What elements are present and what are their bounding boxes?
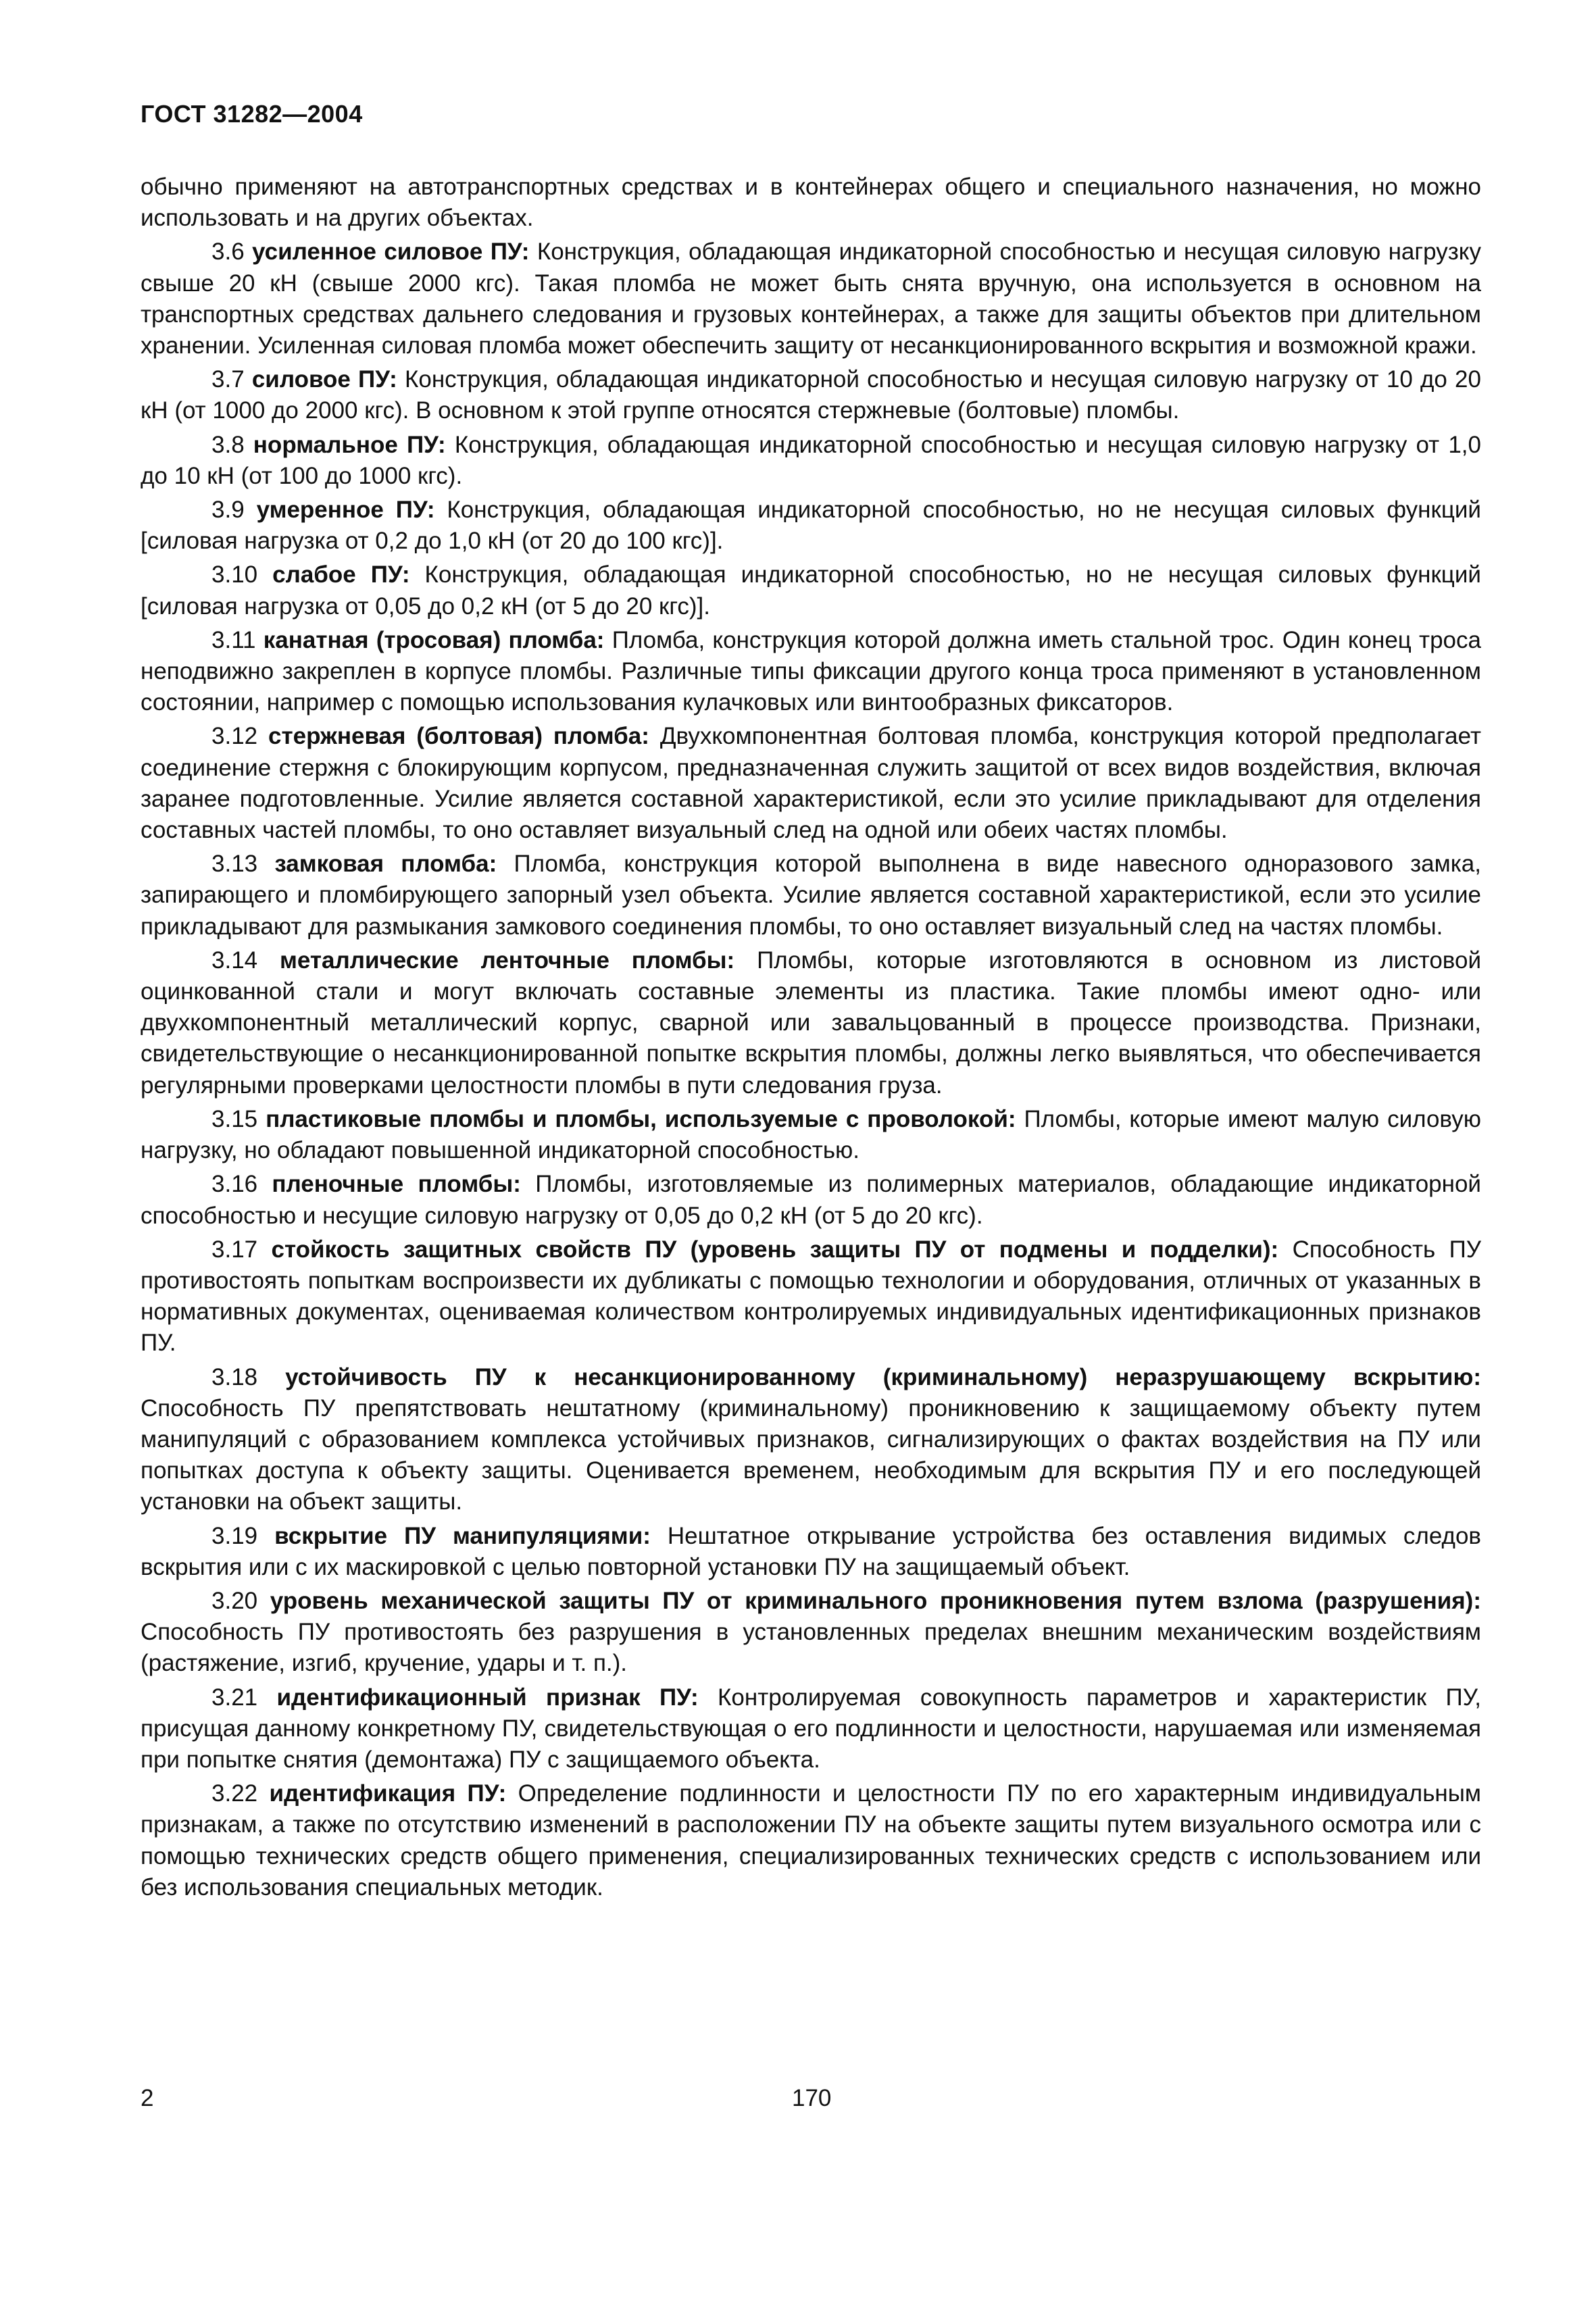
clause-number: 3.22	[211, 1780, 258, 1807]
term: нормальное ПУ:	[253, 431, 446, 458]
paragraph-3-16	[141, 1169, 1481, 1231]
paragraph-3-6	[141, 236, 1481, 361]
definition: Способность ПУ препятствовать нештатному (криминальному) проникновению к защищаемому объекту путем манипуляций с образованием комплекса устойчивых признаков, сигнализирующих о фактах воздействия на ПУ или попытках доступа к объекту защиты. Оценивается временем, необходимым для вскрытия ПУ и его последующей установки на объект защиты.	[141, 1394, 1481, 1515]
paragraph-3-17	[141, 1234, 1481, 1359]
clause-number: 3.10	[211, 561, 258, 588]
paragraph-3-20	[141, 1586, 1481, 1680]
term: силовое ПУ:	[251, 366, 397, 393]
paragraph-3-9	[141, 495, 1481, 557]
paragraph-3-19	[141, 1521, 1481, 1583]
paragraph-3-14	[141, 945, 1481, 1101]
term: пластиковые пломбы и пломбы, используемые с проволокой:	[266, 1105, 1016, 1132]
definition: Конструкция, обладающая индикаторной способностью и несущая силовую нагрузку свыше 20 кН (свыше 2000 кгс). Такая пломба не может быть снята вручную, она используется в основном на транспортных средствах дальнего следования и грузовых контейнерах, а также для защиты объектов при длительном хранении. Усиленная силовая пломба может обеспечить защиту от несанкционированного вскрытия и возможной кражи.	[141, 238, 1481, 359]
paragraph	[141, 172, 1481, 234]
definition: Конструкция, обладающая индикаторной способностью, но не несущая силовых функций [силовая нагрузка от 0,2 до 1,0 кН (от 20 до 100 кгс)].	[141, 497, 1481, 555]
term: усиленное силовое ПУ:	[252, 238, 530, 266]
definition: Двухкомпонентная болтовая пломба, конструкция которой предполагает соединение стержня с блокирующим корпусом, предназначенная служить защитой от всех видов воздействия, включая заранее подготовленные. Усилие является составной характеристикой, если это усилие прикладывают для отделения составных частей пломбы, то оно оставляет визуальный след на одной или обеих частях пломбы.	[141, 723, 1481, 844]
document-header: ГОСТ 31282—2004	[141, 100, 363, 128]
clause-number: 3.21	[211, 1684, 258, 1711]
clause-number: 3.16	[211, 1171, 258, 1198]
definition: Конструкция, обладающая индикаторной способностью, но не несущая силовых функций [силовая нагрузка от 0,05 до 0,2 кН (от 5 до 20 кгс)].	[141, 561, 1481, 620]
definition: Конструкция, обладающая индикаторной способностью и несущая силовую нагрузку от 10 до 20 кН (от 1000 до 2000 кгс). В основном к этой группе относятся стержневые (болтовые) пломбы.	[141, 366, 1481, 424]
definition: Пломбы, изготовляемые из полимерных материалов, обладающие индикаторной способностью и несущие силовую нагрузку от 0,05 до 0,2 кН (от 5 до 20 кгс).	[141, 1171, 1481, 1229]
term: пленочные пломбы:	[272, 1171, 521, 1198]
term: стойкость защитных свойств ПУ (уровень защиты ПУ от подмены и подделки):	[271, 1236, 1279, 1263]
paragraph-3-11	[141, 625, 1481, 719]
term: металлические ленточные пломбы:	[279, 947, 735, 974]
paragraph-3-22	[141, 1778, 1481, 1903]
term: идентификация ПУ:	[269, 1780, 507, 1807]
paragraph-3-21	[141, 1682, 1481, 1776]
term: слабое ПУ:	[272, 561, 410, 588]
paragraph-3-7	[141, 364, 1481, 426]
clause-number: 3.20	[211, 1587, 258, 1614]
clause-number: 3.12	[211, 723, 258, 750]
term: замковая пломба:	[274, 851, 497, 878]
paragraph-3-13	[141, 849, 1481, 942]
clause-number: 3.18	[211, 1363, 258, 1390]
definition: Пломба, конструкция которой выполнена в виде навесного одноразового замка, запирающего и пломбирующего запорный узел объекта. Усилие является составной характеристикой, если это усилие прикладывают для размыкания замкового соединения пломбы, то оно оставляет визуальный след на частях пломбы.	[141, 851, 1481, 940]
clause-number: 3.7	[211, 366, 245, 393]
definition: Нештатное открывание устройства без оставления видимых следов вскрытия или с их маскировкой с целью повторной установки ПУ на защищаемый объект.	[141, 1522, 1482, 1580]
clause-number: 3.8	[211, 431, 245, 458]
term: умеренное ПУ:	[256, 497, 435, 524]
term: идентификационный признак ПУ:	[276, 1684, 699, 1711]
clause-number: 3.9	[211, 497, 245, 524]
paragraph-text: обычно применяют на автотранспортных средствах и в контейнерах общего и специального назначения, но можно использовать и на других объектах.	[141, 174, 1481, 232]
term: стержневая (болтовая) пломба:	[268, 723, 649, 750]
clause-number: 3.17	[211, 1236, 258, 1263]
clause-number: 3.15	[211, 1105, 258, 1132]
definition: Определение подлинности и целостности ПУ по его характерным индивидуальным признакам, а также по отсутствию изменений в расположении ПУ на объекте защиты путем визуального осмотра или с помощью технических средств общего применения, специализированных технических средств с использованием или без использования специальных методик.	[141, 1780, 1481, 1901]
paragraph-3-8	[141, 430, 1481, 492]
clause-number: 3.14	[211, 947, 258, 974]
clause-number: 3.6	[211, 238, 245, 266]
page-number: 2	[141, 2085, 154, 2111]
term: устойчивость ПУ к несанкционированному (криминальному) неразрушающему вскрытию:	[285, 1363, 1481, 1390]
definition: Способность ПУ противостоять без разрушения в установленных пределах внешним механическим воздействиям (растяжение, изгиб, кручение, удары и т. п.).	[141, 1619, 1481, 1677]
term: канатная (тросовая) пломба:	[263, 626, 605, 653]
definition: Пломбы, которые изготовляются в основном из листовой оцинкованной стали и могут включать составные элементы из пластика. Такие пломбы имеют одно- или двухкомпонентный металлический корпус, сварной или завальцованный в процессе производства. Признаки, свидетельствующие о несанкционированной попытке вскрытия пломбы, должны легко выявляться, что обеспечивается регулярными проверками целостности пломбы в пути следования груза.	[141, 947, 1482, 1099]
paragraph-3-10	[141, 559, 1481, 622]
clause-number: 3.11	[211, 626, 256, 653]
definition: Пломба, конструкция которой должна иметь стальной трос. Один конец троса неподвижно закреплен в корпусе пломбы. Различные типы фиксации другого конца троса применяют в установленном состоянии, например с помощью использования кулачковых или винтообразных фиксаторов.	[141, 626, 1481, 716]
paragraph-3-15	[141, 1104, 1481, 1166]
paragraph-3-12	[141, 721, 1481, 846]
term: уровень механической защиты ПУ от криминального проникновения путем взлома (разрушения):	[270, 1587, 1481, 1614]
definition: Конструкция, обладающая индикаторной способностью и несущая силовую нагрузку от 1,0 до 10 кН (от 100 до 1000 кгс).	[141, 431, 1481, 489]
definition: Пломбы, которые имеют малую силовую нагрузку, но обладают повышенной индикаторной способностью.	[141, 1105, 1481, 1164]
term: вскрытие ПУ манипуляциями:	[274, 1522, 651, 1549]
paragraph-3-18	[141, 1362, 1481, 1518]
definition: Контролируемая совокупность параметров и характеристик ПУ, присущая данному конкретному ПУ, свидетельствующая о его подлинности и целостности, нарушаемая или изменяемая при попытке снятия (демонтажа) ПУ с защищаемого объекта.	[141, 1684, 1481, 1773]
clause-number: 3.19	[211, 1522, 258, 1549]
clause-number: 3.13	[211, 851, 258, 878]
definition: Способность ПУ противостоять попыткам воспроизвести их дубликаты с помощью технологии и оборудования, отличных от указанных в нормативных документах, оцениваемая количеством контролируемых индивидуальных идентификационных признаков ПУ.	[141, 1236, 1481, 1357]
sheet-number: 170	[792, 2085, 832, 2111]
document-body	[141, 172, 1481, 1906]
